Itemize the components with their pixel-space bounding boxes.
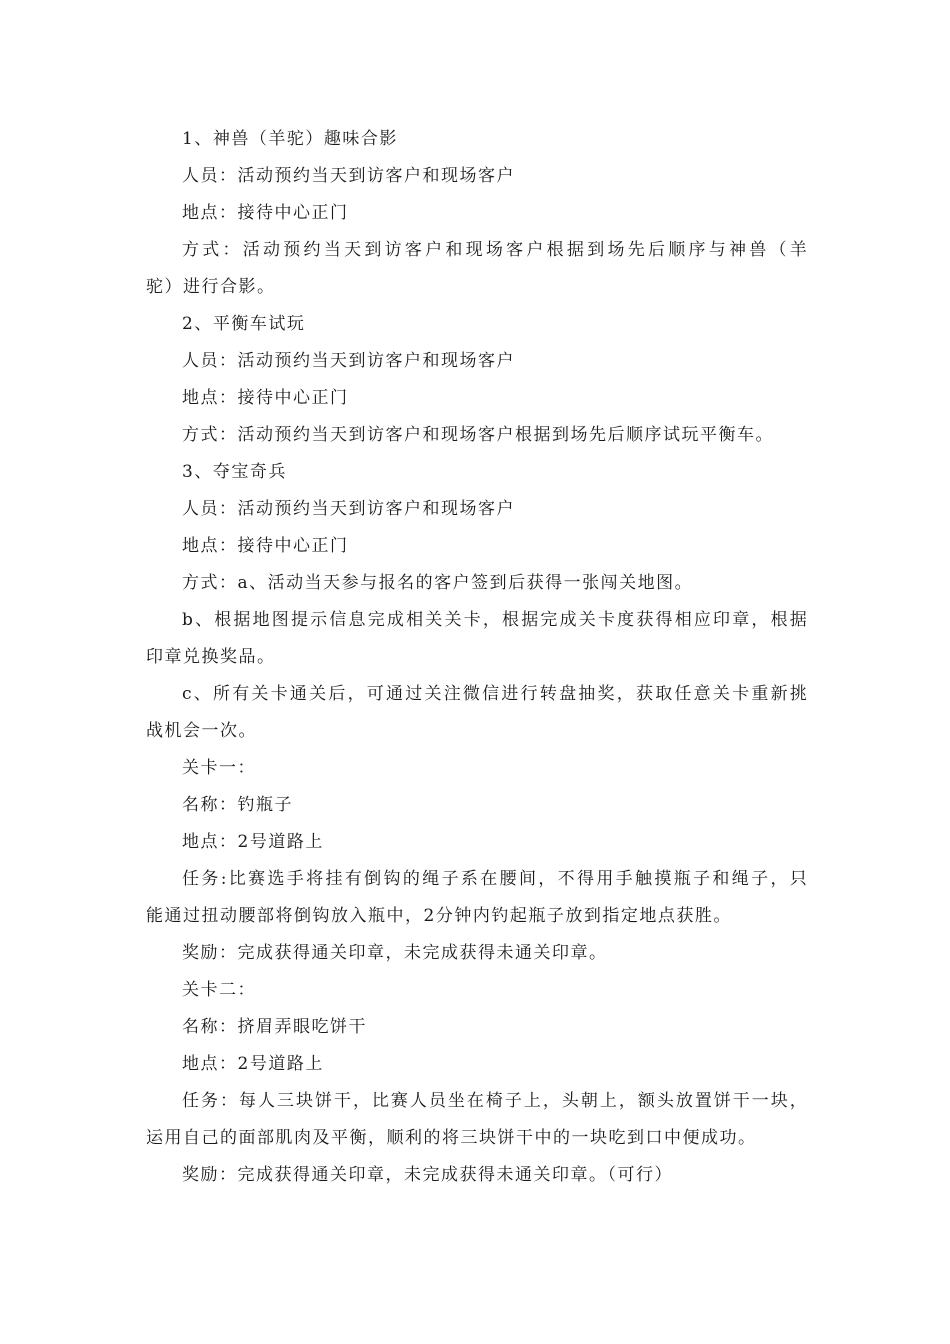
section-1-method: 方式：活动预约当天到访客户和现场客户根据到场先后顺序与神兽（羊 [182, 240, 808, 260]
section-1-method-cont: 驼）进行合影。 [146, 277, 276, 297]
section-1-people: 人员：活动预约当天到访客户和现场客户 [182, 166, 515, 186]
section-3-location: 地点：接待中心正门 [182, 536, 349, 556]
section-2-heading: 2、平衡车试玩 [182, 314, 306, 334]
section-3-method-b: b、根据地图提示信息完成相关关卡，根据完成关卡度获得相应印章，根据 [182, 610, 808, 630]
section-2-people: 人员：活动预约当天到访客户和现场客户 [182, 351, 515, 371]
level-2-task: 任务：每人三块饼干，比赛人员坐在椅子上，头朝上，额头放置饼干一块， [182, 1091, 808, 1111]
section-3-people: 人员：活动预约当天到访客户和现场客户 [182, 499, 515, 519]
level-2-reward: 奖励：完成获得通关印章，未完成获得未通关印章。（可行） [182, 1165, 673, 1185]
section-1-heading: 1、神兽（羊驼）趣味合影 [182, 129, 398, 149]
level-2-heading: 关卡二： [182, 980, 256, 1000]
section-1-location: 地点：接待中心正门 [182, 203, 349, 223]
level-1-task: 任务:比赛选手将挂有倒钩的绳子系在腰间，不得用手触摸瓶子和绳子，只 [182, 869, 808, 889]
section-2-method: 方式：活动预约当天到访客户和现场客户根据到场先后顺序试玩平衡车。 [182, 425, 774, 445]
level-1-location: 地点：2号道路上 [182, 832, 324, 852]
level-1-task-cont: 能通过扭动腰部将倒钩放入瓶中，2分钟内钓起瓶子放到指定地点获胜。 [146, 906, 732, 926]
section-3-method-b-cont: 印章兑换奖品。 [146, 647, 276, 667]
section-3-method-c-cont: 战机会一次。 [146, 721, 257, 741]
section-2-location: 地点：接待中心正门 [182, 388, 349, 408]
level-1-reward: 奖励：完成获得通关印章，未完成获得未通关印章。 [182, 943, 608, 963]
document-body [146, 121, 808, 1194]
level-2-location: 地点：2号道路上 [182, 1054, 324, 1074]
section-3-heading: 3、夺宝奇兵 [182, 462, 287, 482]
level-1-heading: 关卡一： [182, 758, 256, 778]
section-3-method-a: 方式：a、活动当天参与报名的客户签到后获得一张闯关地图。 [182, 573, 694, 593]
section-3-method-c: c、所有关卡通关后，可通过关注微信进行转盘抽奖，获取任意关卡重新挑 [182, 684, 808, 704]
level-1-name: 名称：钓瓶子 [182, 795, 293, 815]
level-2-task-cont: 运用自己的面部肌肉及平衡，顺利的将三块饼干中的一块吃到口中便成功。 [146, 1128, 757, 1148]
level-2-name: 名称：挤眉弄眼吃饼干 [182, 1017, 367, 1037]
